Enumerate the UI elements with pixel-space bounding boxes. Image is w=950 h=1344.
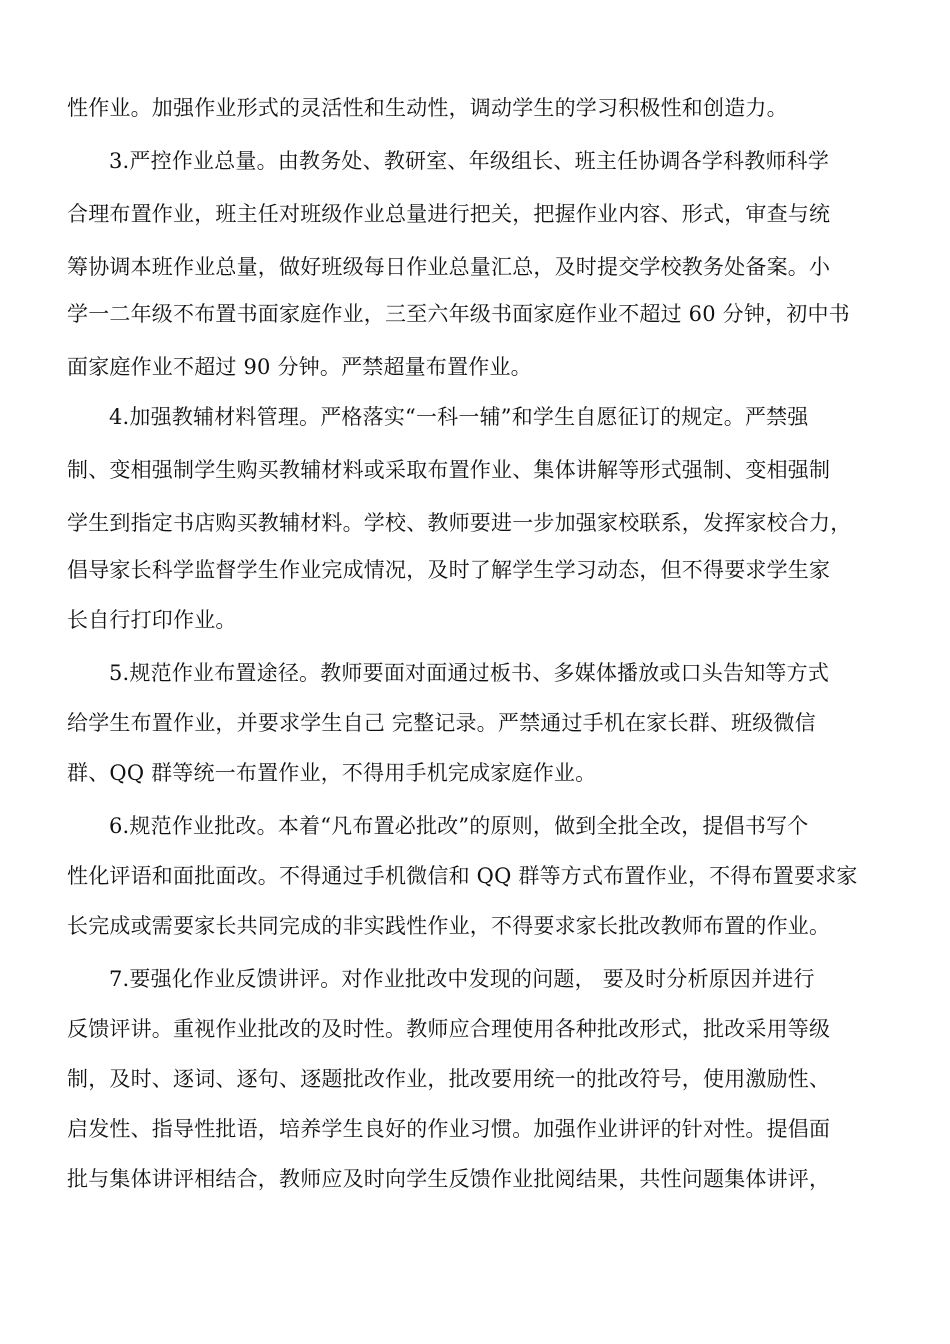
text-line-20: 制，及时、逐词、逐句、逐题批改作业，批改要用统一的批改符号，使用激励性、: [67, 1067, 831, 1091]
text-line-13: 给学生布置作业，并要求学生自己 完整记录。严禁通过手机在家长群、班级微信: [67, 711, 816, 735]
text-line-14: 群、QQ 群等统一布置作业，不得用手机完成家庭作业。: [67, 761, 597, 785]
text-line-5: 学一二年级不布置书面家庭作业，三至六年级书面家庭作业不超过 60 分钟，初中书: [67, 302, 850, 326]
text-line-6: 面家庭作业不超过 90 分钟。严禁超量布置作业。: [67, 355, 532, 379]
item-6-heading-line: 6.规范作业批改。本着“凡布置必批改”的原则，做到全批全改，提倡书写个: [109, 814, 809, 838]
text-line-16: 性化评语和面批面改。不得通过手机微信和 QQ 群等方式布置作业，不得布置要求家: [67, 864, 858, 888]
text-line-8: 制、变相强制学生购买教辅材料或采取布置作业、集体讲解等形式强制、变相强制: [67, 458, 831, 482]
text-line-3: 合理布置作业，班主任对班级作业总量进行把关，把握作业内容、形式，审查与统: [67, 202, 831, 226]
item-3-heading-line: 3.严控作业总量。由教务处、教研室、年级组长、班主任协调各学科教师科学: [109, 149, 830, 173]
text-line-21: 启发性、指导性批语，培养学生良好的作业习惯。加强作业讲评的针对性。提倡面: [67, 1117, 831, 1141]
item-7-heading-line: 7.要强化作业反馈讲评。对作业批改中发现的问题， 要及时分析原因并进行: [109, 967, 815, 991]
item-5-heading-line: 5.规范作业布置途径。教师要面对面通过板书、多媒体播放或口头告知等方式: [109, 661, 830, 685]
text-line-11: 长自行打印作业。: [67, 608, 237, 632]
text-line-22: 批与集体讲评相结合，教师应及时向学生反馈作业批阅结果，共性问题集体讲评，: [67, 1167, 831, 1191]
text-line-19: 反馈评讲。重视作业批改的及时性。教师应合理使用各种批改形式，批改采用等级: [67, 1017, 831, 1041]
text-line-4: 筹协调本班作业总量，做好班级每日作业总量汇总，及时提交学校教务处备案。小: [67, 255, 831, 279]
text-line-9: 学生到指定书店购买教辅材料。学校、教师要进一步加强家校联系，发挥家校合力，: [67, 511, 852, 535]
text-line-1: 性作业。加强作业形式的灵活性和生动性，调动学生的学习积极性和创造力。: [67, 96, 788, 120]
text-line-17: 长完成或需要家长共同完成的非实践性作业，不得要求家长批改教师布置的作业。: [67, 914, 831, 938]
text-line-10: 倡导家长科学监督学生作业完成情况，及时了解学生学习动态，但不得要求学生家: [67, 558, 831, 582]
item-4-heading-line: 4.加强教辅材料管理。严格落实“一科一辅”和学生自愿征订的规定。严禁强: [109, 405, 809, 429]
